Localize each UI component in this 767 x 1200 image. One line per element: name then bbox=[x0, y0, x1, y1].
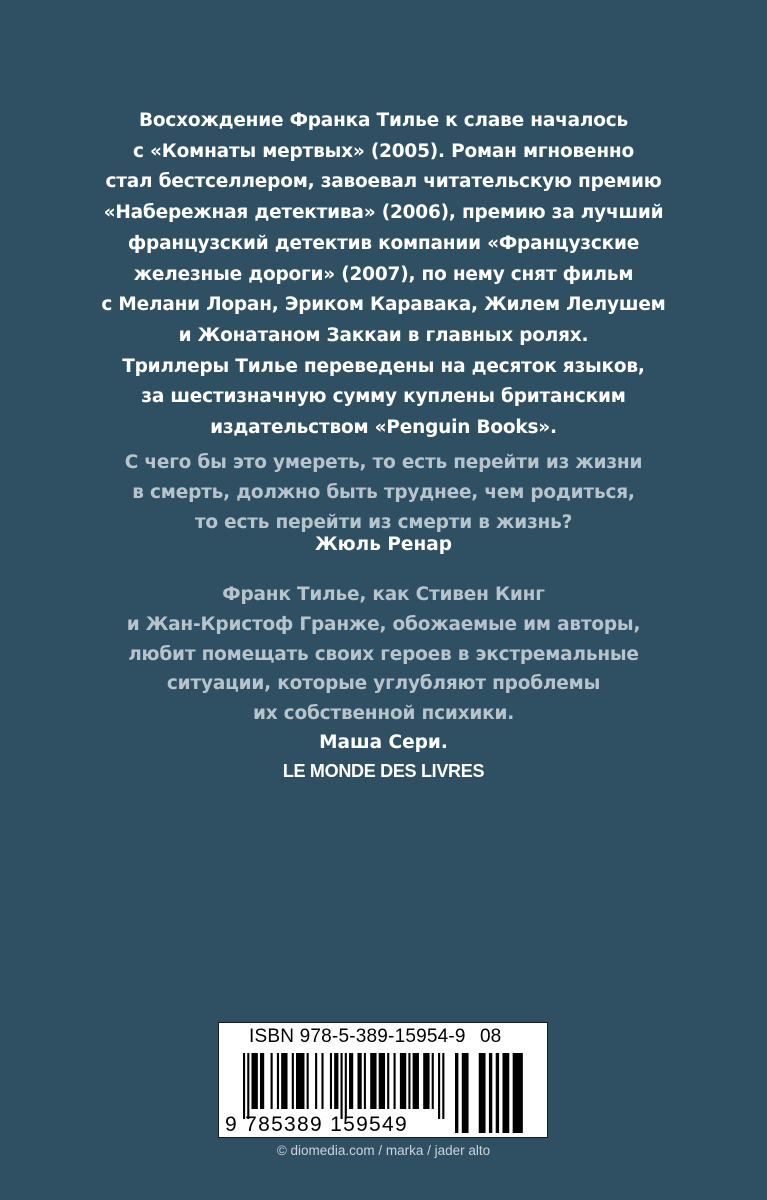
barcode-addon-label: 08 bbox=[480, 1026, 502, 1047]
barcode-bar bbox=[321, 1053, 323, 1109]
barcode-addon-bar bbox=[489, 1053, 492, 1133]
blurb-line: Восхождение Франка Тилье к славе началось bbox=[138, 110, 629, 131]
barcode-bar bbox=[315, 1053, 317, 1109]
barcode-addon-bar bbox=[479, 1053, 486, 1133]
quote-line: в смерть, должно быть труднее, чем родиться, bbox=[132, 482, 635, 503]
barcode-bar bbox=[413, 1053, 419, 1109]
epigraph-quote bbox=[40, 448, 727, 538]
barcode-bar bbox=[271, 1053, 273, 1109]
barcode-addon-bar bbox=[502, 1053, 509, 1133]
blurb-line: французский детектив компании «Французские bbox=[127, 232, 640, 254]
blurb-line: издательством «Penguin Books». bbox=[210, 417, 557, 439]
barcode-bar bbox=[423, 1053, 429, 1109]
isbn-label: ISBN 978-5-389-15954-9 bbox=[249, 1026, 466, 1047]
image-credit: © diomedia.com / marka / jader alto bbox=[276, 1143, 491, 1158]
barcode-bar bbox=[364, 1053, 366, 1109]
barcode-bar bbox=[408, 1053, 410, 1109]
review-author-name: Маша Сери. bbox=[319, 732, 448, 753]
barcode-guard-bar bbox=[438, 1053, 440, 1119]
barcode-bar bbox=[330, 1053, 332, 1109]
blurb-line: железные дороги» (2007), по нему снят фильм bbox=[133, 263, 634, 285]
barcode-digits: 9 785389 159549 bbox=[225, 1113, 408, 1136]
review-line: ситуации, которые углубляют проблемы bbox=[166, 673, 601, 695]
barcode-bar bbox=[292, 1053, 294, 1109]
quote-author bbox=[40, 530, 727, 560]
barcode-bar bbox=[432, 1053, 434, 1109]
barcode-bar bbox=[370, 1053, 376, 1109]
review-line: и Жан-Кристоф Гранже, обожаемые им авторы, bbox=[126, 613, 641, 635]
quote-line: то есть перейти из смерти в жизнь? bbox=[194, 512, 573, 533]
blurb-line: и Жонатаном Заккаи в главных ролях. bbox=[178, 324, 589, 346]
press-review bbox=[40, 580, 727, 729]
barcode-bar bbox=[357, 1053, 361, 1109]
barcode-bar bbox=[296, 1053, 304, 1109]
barcode-addon-bar bbox=[462, 1053, 469, 1133]
blurb-line: Триллеры Тилье переведены на десяток языков, bbox=[122, 355, 645, 377]
barcode-bar bbox=[251, 1053, 257, 1109]
review-source: LE MONDE DES LIVRES bbox=[282, 761, 485, 781]
barcode-guard-bar bbox=[345, 1053, 347, 1119]
barcode-bar bbox=[260, 1053, 264, 1109]
blurb-line: за шестизначную сумму куплены британским bbox=[141, 386, 626, 408]
book-blurb bbox=[40, 106, 727, 444]
blurb-line: с Мелани Лоран, Эриком Каравака, Жилем Лелушем bbox=[101, 294, 666, 316]
isbn-barcode bbox=[218, 1022, 548, 1138]
barcode-guard-bar bbox=[247, 1053, 249, 1119]
barcode-bar bbox=[281, 1053, 287, 1109]
review-attribution bbox=[40, 728, 727, 786]
barcode-bar bbox=[277, 1053, 279, 1109]
quote-line: С чего бы это умереть, то есть перейти из жизни bbox=[124, 452, 643, 473]
barcode-bar bbox=[400, 1053, 406, 1109]
barcode-addon-bar bbox=[455, 1053, 458, 1133]
barcode-bar bbox=[349, 1053, 353, 1109]
review-line: любит помещать своих героев в экстремальные bbox=[128, 643, 639, 665]
quote-author-name: Жюль Ренар bbox=[315, 534, 452, 555]
barcode-addon-bar bbox=[496, 1053, 499, 1133]
blurb-line: стал бестселлером, завоевал читательскую премию bbox=[105, 171, 662, 193]
review-line: их собственной психики. bbox=[252, 703, 515, 725]
blurb-line: с «Комнаты мертвых» (2005). Роман мгновенно bbox=[132, 140, 635, 162]
barcode-guard-bar bbox=[341, 1053, 343, 1119]
blurb-line: «Набережная детектива» (2006), премию за лучший bbox=[103, 202, 664, 224]
barcode-guard-bar bbox=[442, 1053, 444, 1119]
barcode-bar bbox=[334, 1053, 338, 1109]
barcode-addon-bar bbox=[513, 1053, 523, 1133]
barcode-bar bbox=[387, 1053, 389, 1109]
barcode-bar bbox=[379, 1053, 385, 1109]
review-line: Франк Тилье, как Стивен Кинг bbox=[222, 584, 545, 605]
barcode-bar bbox=[307, 1053, 309, 1109]
barcode-guard-bar bbox=[243, 1053, 245, 1119]
barcode-bar bbox=[394, 1053, 396, 1109]
